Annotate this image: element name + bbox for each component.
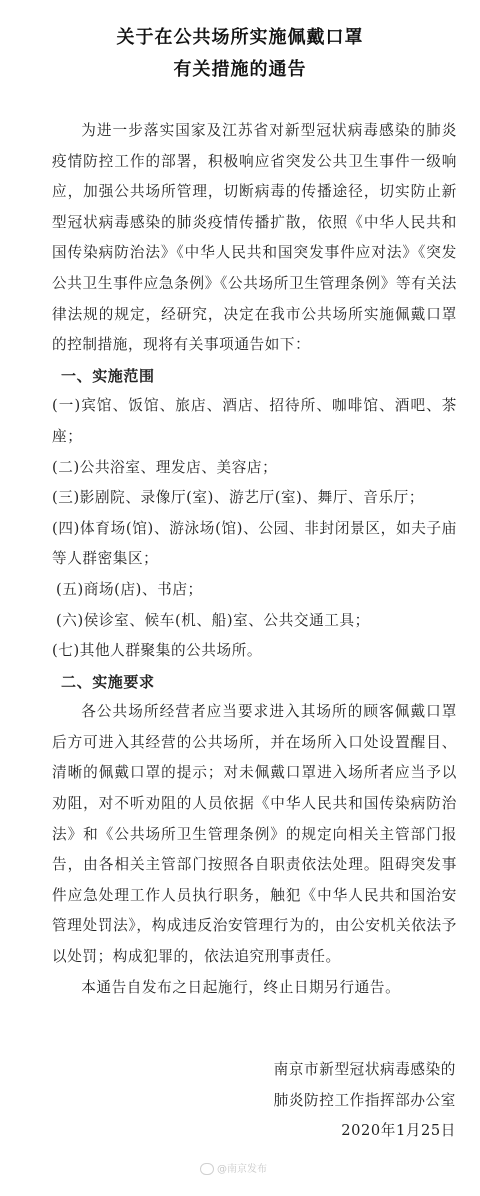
scope-item: (一)宾馆、饭馆、旅店、酒店、招待所、咖啡馆、酒吧、茶座； <box>52 397 457 445</box>
closing-paragraph: 本通告自发布之日起施行，终止日期另行通告。 <box>81 978 401 996</box>
scope-item: (七)其他人群聚集的公共场所。 <box>52 642 263 660</box>
notice-title <box>0 22 480 86</box>
section-heading-requirements: 二、实施要求 <box>61 672 155 691</box>
issuer-signature <box>216 1055 456 1147</box>
scope-item: (三)影剧院、录像厅(室)、游艺厅(室)、舞厅、音乐厅； <box>52 489 425 507</box>
issuer-line-1: 南京市新型冠状病毒感染的 <box>273 1061 456 1078</box>
scope-item: (六)侯诊室、候车(机、船)室、公共交通工具； <box>56 611 370 629</box>
watermark <box>200 1160 267 1175</box>
watermark-text: @南京发布 <box>217 1164 267 1175</box>
title-line-2: 有关措施的通告 <box>173 59 307 80</box>
scope-item: (二)公共浴室、理发店、美容店； <box>52 458 278 476</box>
scope-item: (四)体育场(馆)、游泳场(馆)、公园、非封闭景区，如夫子庙等人群密集区； <box>52 519 457 568</box>
scope-item: (五)商场(店)、书店； <box>56 580 203 598</box>
notice-body <box>52 116 457 1003</box>
section-heading-scope: 一、实施范围 <box>61 366 155 385</box>
issuer-line-2: 肺炎防控工作指挥部办公室 <box>273 1091 456 1109</box>
requirements-paragraph: 各公共场所经营者应当要求进入其场所的顾客佩戴口罩后方可进入其经营的公共场所，并在场所入口处设置醒目、清晰的佩戴口罩的提示；对未佩戴口罩进入场所者应当予以劝阻，对不听劝阻的人员依据《中华人民共和国传染病防治法》和《公共场所卫生管理条例》的规定向相关主管部门报告，由各相关主管部门按照各自职责依法处理。阻碍突发事件应急处理工作人员执行职务，触犯《中华人民共和国治安管理处罚法》，构成违反治安管理行为的，由公安机关依法予以处罚；构成犯罪的，依法追究刑事责任。 <box>52 703 457 966</box>
title-line-1: 关于在公共场所实施佩戴口罩 <box>116 27 364 48</box>
issue-date: 2020年1月25日 <box>341 1122 456 1140</box>
intro-paragraph: 为进一步落实国家及江苏省对新型冠状病毒感染的肺炎疫情防控工作的部署，积极响应省突发公共卫生事件一级响应，加强公共场所管理，切断病毒的传播途径，切实防止新型冠状病毒感染的肺炎疫情传播扩散，依照《中华人民共和国传染病防治法》《中华人民共和国突发事件应对法》《突发公共卫生事件应急条例》《公共场所卫生管理条例》等有关法律法规的规定，经研究，决定在我市公共场所实施佩戴口罩的控制措施，现将有关事项通告如下： <box>52 122 457 354</box>
weibo-icon <box>200 1163 214 1175</box>
